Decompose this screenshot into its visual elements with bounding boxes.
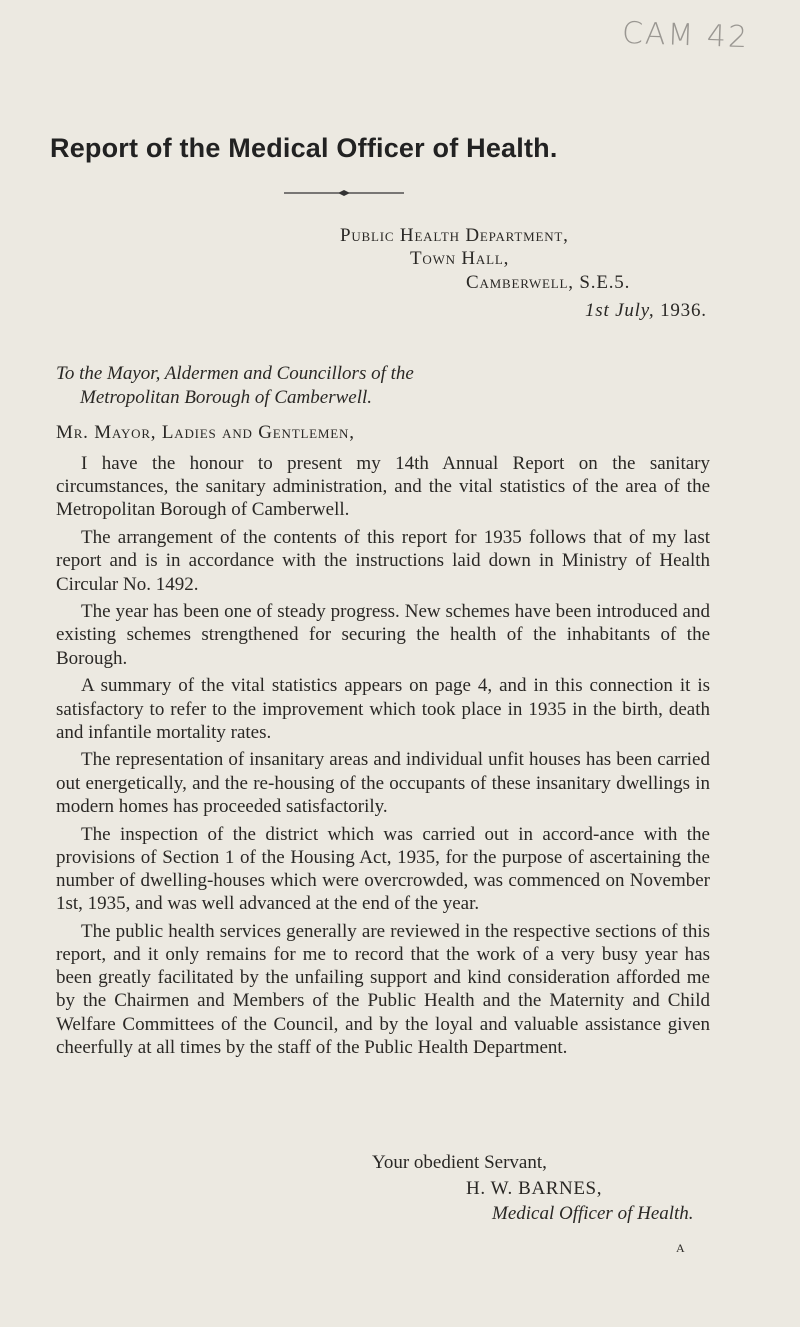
paragraph: The inspection of the district which was carried out in accord-ance with the provisions of Section 1 of the Housing Act, 1935, for the purpose of ascertaining the number of dwelling-houses which were overcrowded, was commenced on November 1st, 1935, and was well advanced at the end of the year. (56, 823, 710, 915)
paragraph: I have the honour to present my 14th Annual Report on the sanitary circumstances, the sanitary administration, and the vital statistics of the area of the Metropolitan Borough of Camberwell. (56, 453, 710, 521)
address-place: Camberwell, (466, 272, 574, 293)
paragraph: The public health services generally are reviewed in the respective sections of this report, and it only remains for me to record that the work of a very busy year has been greatly facilitated by the unfailing support and kind consideration afforded me by the Chairmen and Members of the Public Health and the Maternity and Child Welfare Committees of the Council, and by the loyal and valuable assistance given cheerfully at all times by the staff of the Public Health Department. (56, 920, 710, 1058)
closing-phrase: Your obedient Servant, (372, 1152, 547, 1173)
paragraph: The arrangement of the contents of this report for 1935 follows that of my last report and is in accordance with the instructions laid down in Ministry of Health Circular No. 1492. (56, 527, 710, 595)
page-title: Report of the Medical Officer of Health. (50, 133, 558, 163)
paragraph: The year has been one of steady progress. New schemes have been introduced and existing schemes strengthened for securing the health of the inhabitants of the Borough. (56, 601, 710, 669)
date-year: 1936. (660, 300, 707, 321)
signatory-role: Medical Officer of Health. (492, 1203, 694, 1224)
salutation-line-2: Metropolitan Borough of Camberwell. (80, 387, 373, 408)
address-postcode: S.E.5. (579, 272, 631, 293)
signature-mark: A (676, 1241, 685, 1255)
date-month: July, (615, 300, 655, 321)
report-date (585, 300, 707, 322)
paragraph: A summary of the vital statistics appears on page 4, and in this connection it is satisfactory to refer to the improvement which took place in 1935 in the birth, death and infantile mortality rates. (56, 675, 710, 743)
address-locality (466, 272, 630, 294)
handwritten-annotation: CAM 42 (621, 15, 750, 56)
paragraph: The representation of insanitary areas and individual unfit houses has been carried out energetically, and the re-housing of the occupants of these insanitary dwellings in modern homes has proceeded satisfactorily. (56, 749, 710, 817)
greeting: Mr. Mayor, Ladies and Gentlemen, (56, 422, 355, 443)
salutation-line-1: To the Mayor, Aldermen and Councillors of the (56, 363, 414, 384)
report-body (56, 452, 710, 1064)
address-department: Public Health Department, (340, 225, 569, 246)
date-day: 1st (585, 300, 610, 321)
address-building: Town Hall, (410, 248, 510, 269)
ornamental-divider (284, 188, 404, 198)
signatory-name: H. W. BARNES, (466, 1178, 603, 1199)
